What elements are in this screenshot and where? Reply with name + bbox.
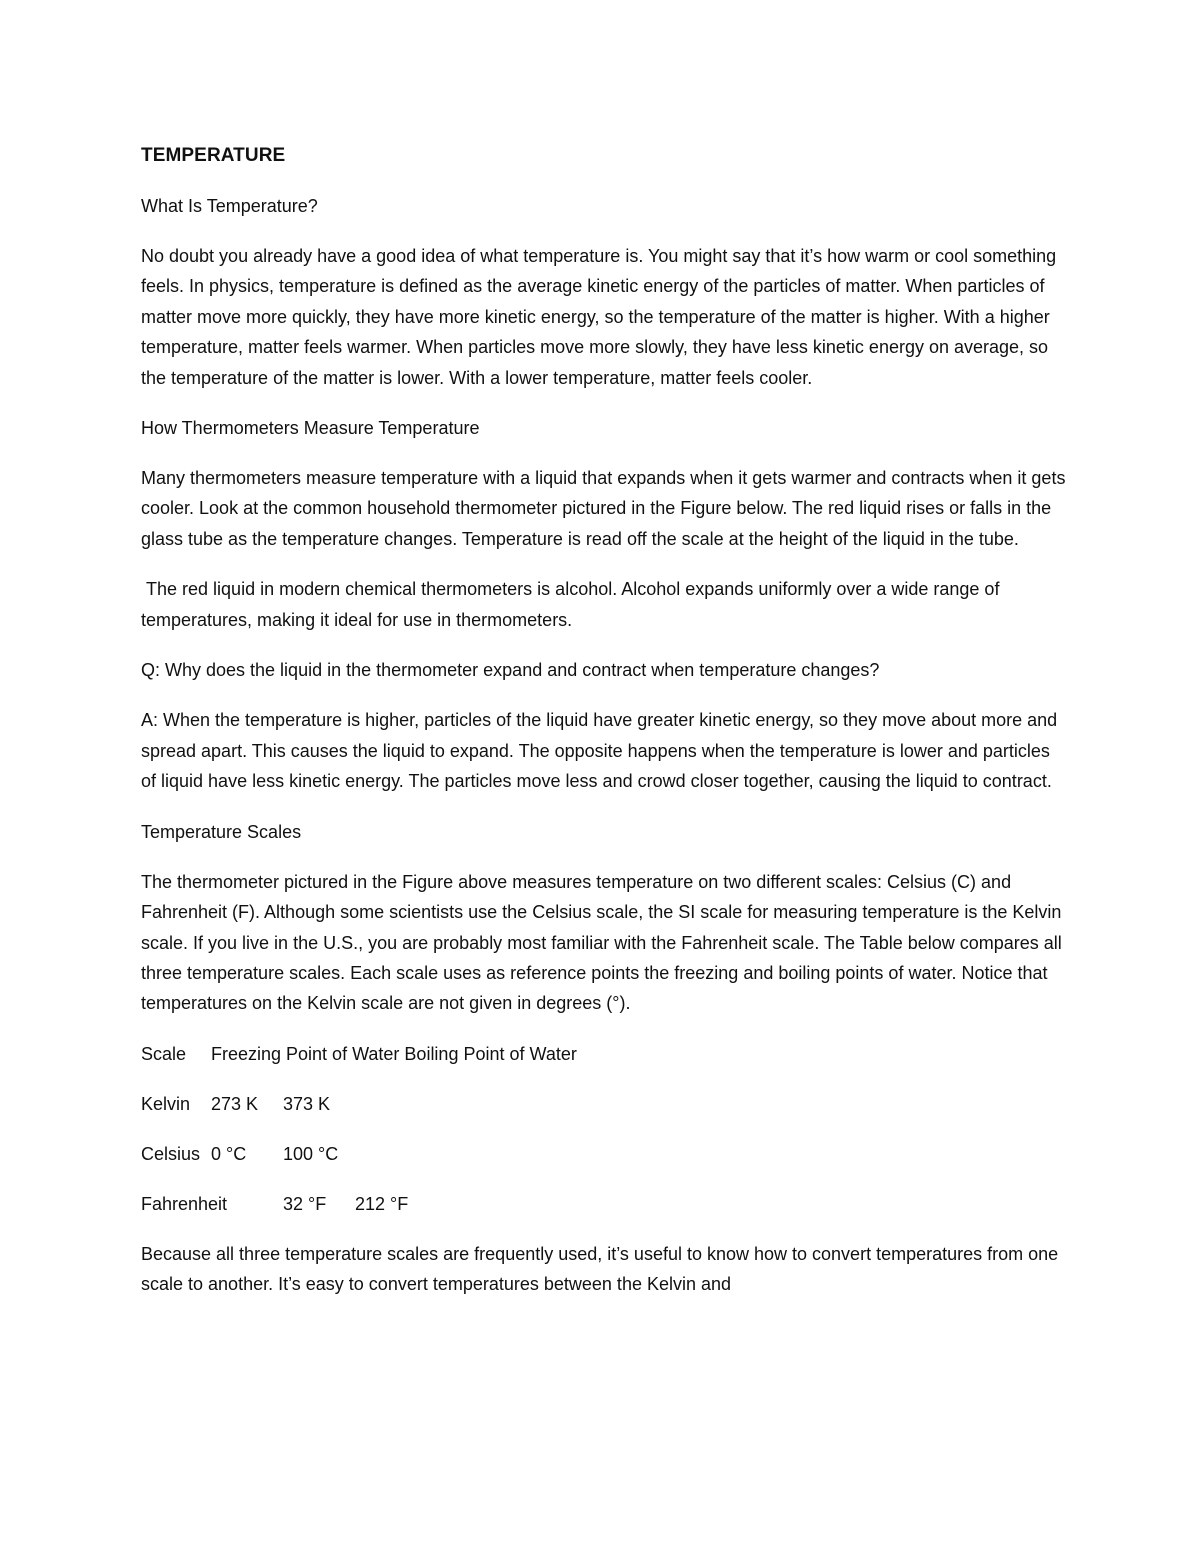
table-row [141,1189,1066,1219]
table-cell: 273 K [211,1093,259,1114]
table-cell: 32 °F [283,1193,327,1214]
table-header-cell: Freezing Point of Water [211,1043,400,1064]
table-cell: 373 K [283,1093,331,1114]
section-heading-temperature-scales: Temperature Scales [141,821,302,842]
paragraph-thermometer-liquid: Many thermometers measure temperature with a liquid that expands when it gets warmer and contracts when it gets cooler. Look at the common household thermometer pictured in the Figure below. The red liquid rises or falls in the glass tube as the temperature changes. Temperature is read off the scale at the height of the liquid in the tube. [141,468,1066,549]
paragraph-temperature-scales: The thermometer pictured in the Figure above measures temperature on two different scales: Celsius (C) and Fahrenheit (F). Although some scientists use the Celsius scale, the SI scale for measuring temperature is the Kelvin scale. If you live in the U.S., you are probably most familiar with the Fahrenheit scale. The Table below compares all three temperature scales. Each scale uses as reference points the freezing and boiling points of water. Notice that temperatures on the Kelvin scale are not given in degrees (°). [141,871,1062,1014]
table-row [141,1089,1066,1119]
question-text: Q: Why does the liquid in the thermometer expand and contract when temperature changes? [141,660,880,681]
document-title: TEMPERATURE [141,145,286,166]
table-cell: 212 °F [355,1193,409,1214]
table-cell: Celsius [141,1143,201,1164]
paragraph-alcohol: The red liquid in modern chemical thermometers is alcohol. Alcohol expands uniformly over a wide range of temperatures, making it ideal for use in thermometers. [141,579,1005,630]
paragraph-temperature-definition: No doubt you already have a good idea of what temperature is. You might say that it’s how warm or cool something feels. In physics, temperature is defined as the average kinetic energy of the particles of matter. When particles of matter move more quickly, they have more kinetic energy, so the temperature of the matter is higher. With a higher temperature, matter feels warmer. When particles move more slowly, they have less kinetic energy on average, so the temperature of the matter is lower. With a lower temperature, matter feels cooler. [141,246,1057,388]
table-row [141,1139,1066,1169]
table-cell: Fahrenheit [141,1193,228,1214]
section-heading-what-is-temperature: What Is Temperature? [141,196,318,216]
answer-text: A: When the temperature is higher, particles of the liquid have greater kinetic energy, so they move about more and spread apart. This causes the liquid to expand. The opposite happens when the temperature is lower and particles of liquid have less kinetic energy. The particles move less and crowd closer together, causing the liquid to contract. [141,710,1058,792]
section-heading-thermometers: How Thermometers Measure Temperature [141,418,480,439]
table-cell: Kelvin [141,1093,191,1114]
table-cell: 0 °C [211,1143,247,1164]
table-header-cell: Boiling Point of Water [404,1043,577,1064]
table-header-cell: Scale [141,1043,187,1064]
table-cell: 100 °C [283,1143,339,1164]
document-body [141,141,1066,1320]
paragraph-conversion: Because all three temperature scales are frequently used, it’s useful to know how to convert temperatures from one scale to another. It’s easy to convert temperatures between the Kelvin and [141,1243,1059,1295]
table-header-row [141,1039,1066,1069]
